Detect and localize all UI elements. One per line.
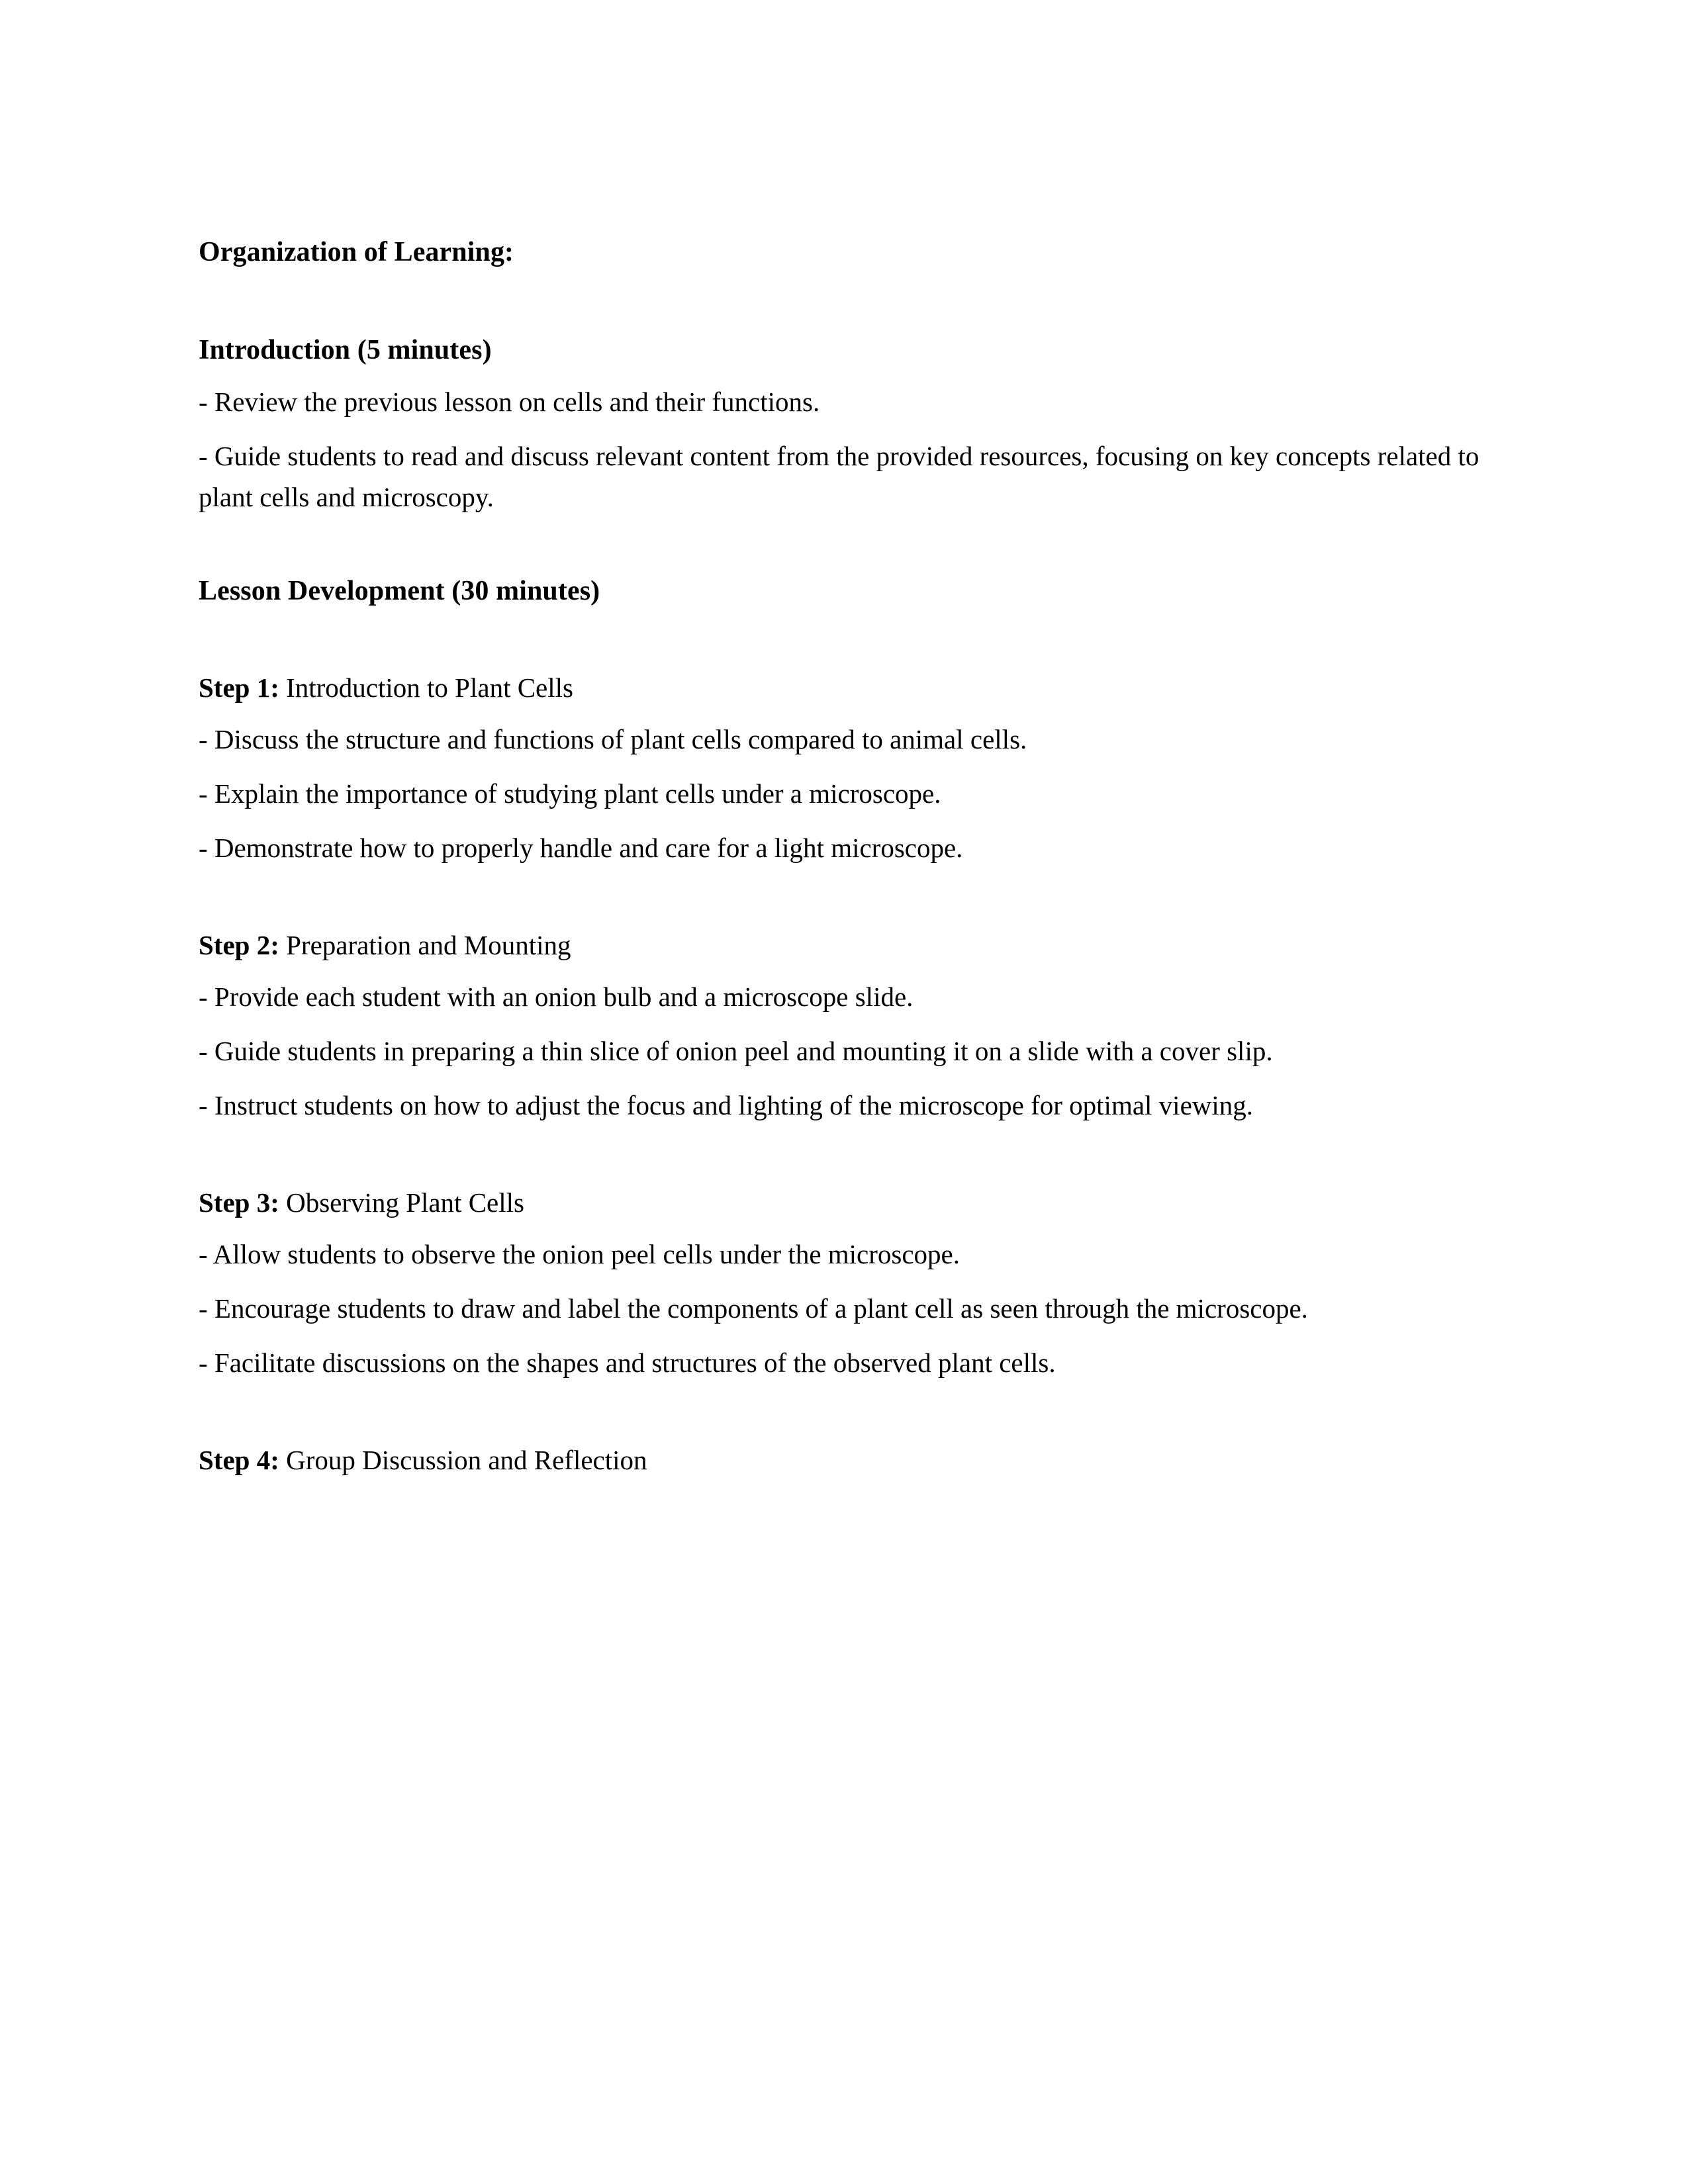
spacer (199, 760, 1479, 773)
introduction-item: - Guide students to read and discuss relevant content from the provided resources, focusing on key concepts related to plant cells and microscopy. (199, 441, 1479, 512)
step-heading (199, 1447, 1479, 1474)
spacer (199, 1329, 1479, 1342)
step-label: Step 4: (199, 1445, 279, 1475)
section-heading-lesson-development: Lesson Development (30 minutes) (199, 576, 600, 606)
step-label: Step 3: (199, 1187, 279, 1218)
step-item: - Demonstrate how to properly handle and care for a light microscope. (199, 833, 963, 863)
spacer (199, 1216, 1479, 1234)
step-item: - Provide each student with an onion bulb and a microscope slide. (199, 981, 914, 1012)
step-heading (199, 932, 1479, 959)
step-title: Observing Plant Cells (286, 1187, 524, 1218)
spacer (199, 605, 1479, 674)
step-heading (199, 674, 1479, 702)
introduction-item: - Review the previous lesson on cells and their functions. (199, 387, 820, 417)
document-body (199, 238, 1479, 1474)
spacer (199, 364, 1479, 381)
step-title: Introduction to Plant Cells (286, 672, 573, 703)
spacer (199, 518, 1479, 577)
step-label: Step 2: (199, 930, 279, 960)
spacer (199, 814, 1479, 827)
step-item: - Discuss the structure and functions of plant cells compared to animal cells. (199, 724, 1027, 754)
step-title: Group Discussion and Reflection (286, 1445, 647, 1475)
section-heading-introduction: Introduction (5 minutes) (199, 335, 492, 365)
spacer (199, 1017, 1479, 1030)
spacer (199, 1126, 1479, 1189)
step-label: Step 1: (199, 672, 279, 703)
step-item: - Guide students in preparing a thin slice of onion peel and mounting it on a slide with a cover slip. (199, 1036, 1273, 1066)
page-title: Organization of Learning: (199, 237, 514, 267)
spacer (199, 1071, 1479, 1085)
spacer (199, 266, 1479, 336)
spacer (199, 1275, 1479, 1288)
spacer (199, 1383, 1479, 1447)
spacer (199, 422, 1479, 435)
step-item: - Instruct students on how to adjust the focus and lighting of the microscope for optimal viewing. (199, 1090, 1254, 1120)
step-title: Preparation and Mounting (286, 930, 571, 960)
step-item: - Encourage students to draw and label the components of a plant cell as seen through the microscope. (199, 1293, 1308, 1324)
spacer (199, 868, 1479, 932)
step-heading (199, 1189, 1479, 1216)
step-item: - Allow students to observe the onion peel cells under the microscope. (199, 1239, 961, 1269)
step-item: - Facilitate discussions on the shapes and structures of the observed plant cells. (199, 1347, 1056, 1378)
step-item: - Explain the importance of studying plant cells under a microscope. (199, 778, 941, 809)
spacer (199, 702, 1479, 719)
spacer (199, 959, 1479, 976)
